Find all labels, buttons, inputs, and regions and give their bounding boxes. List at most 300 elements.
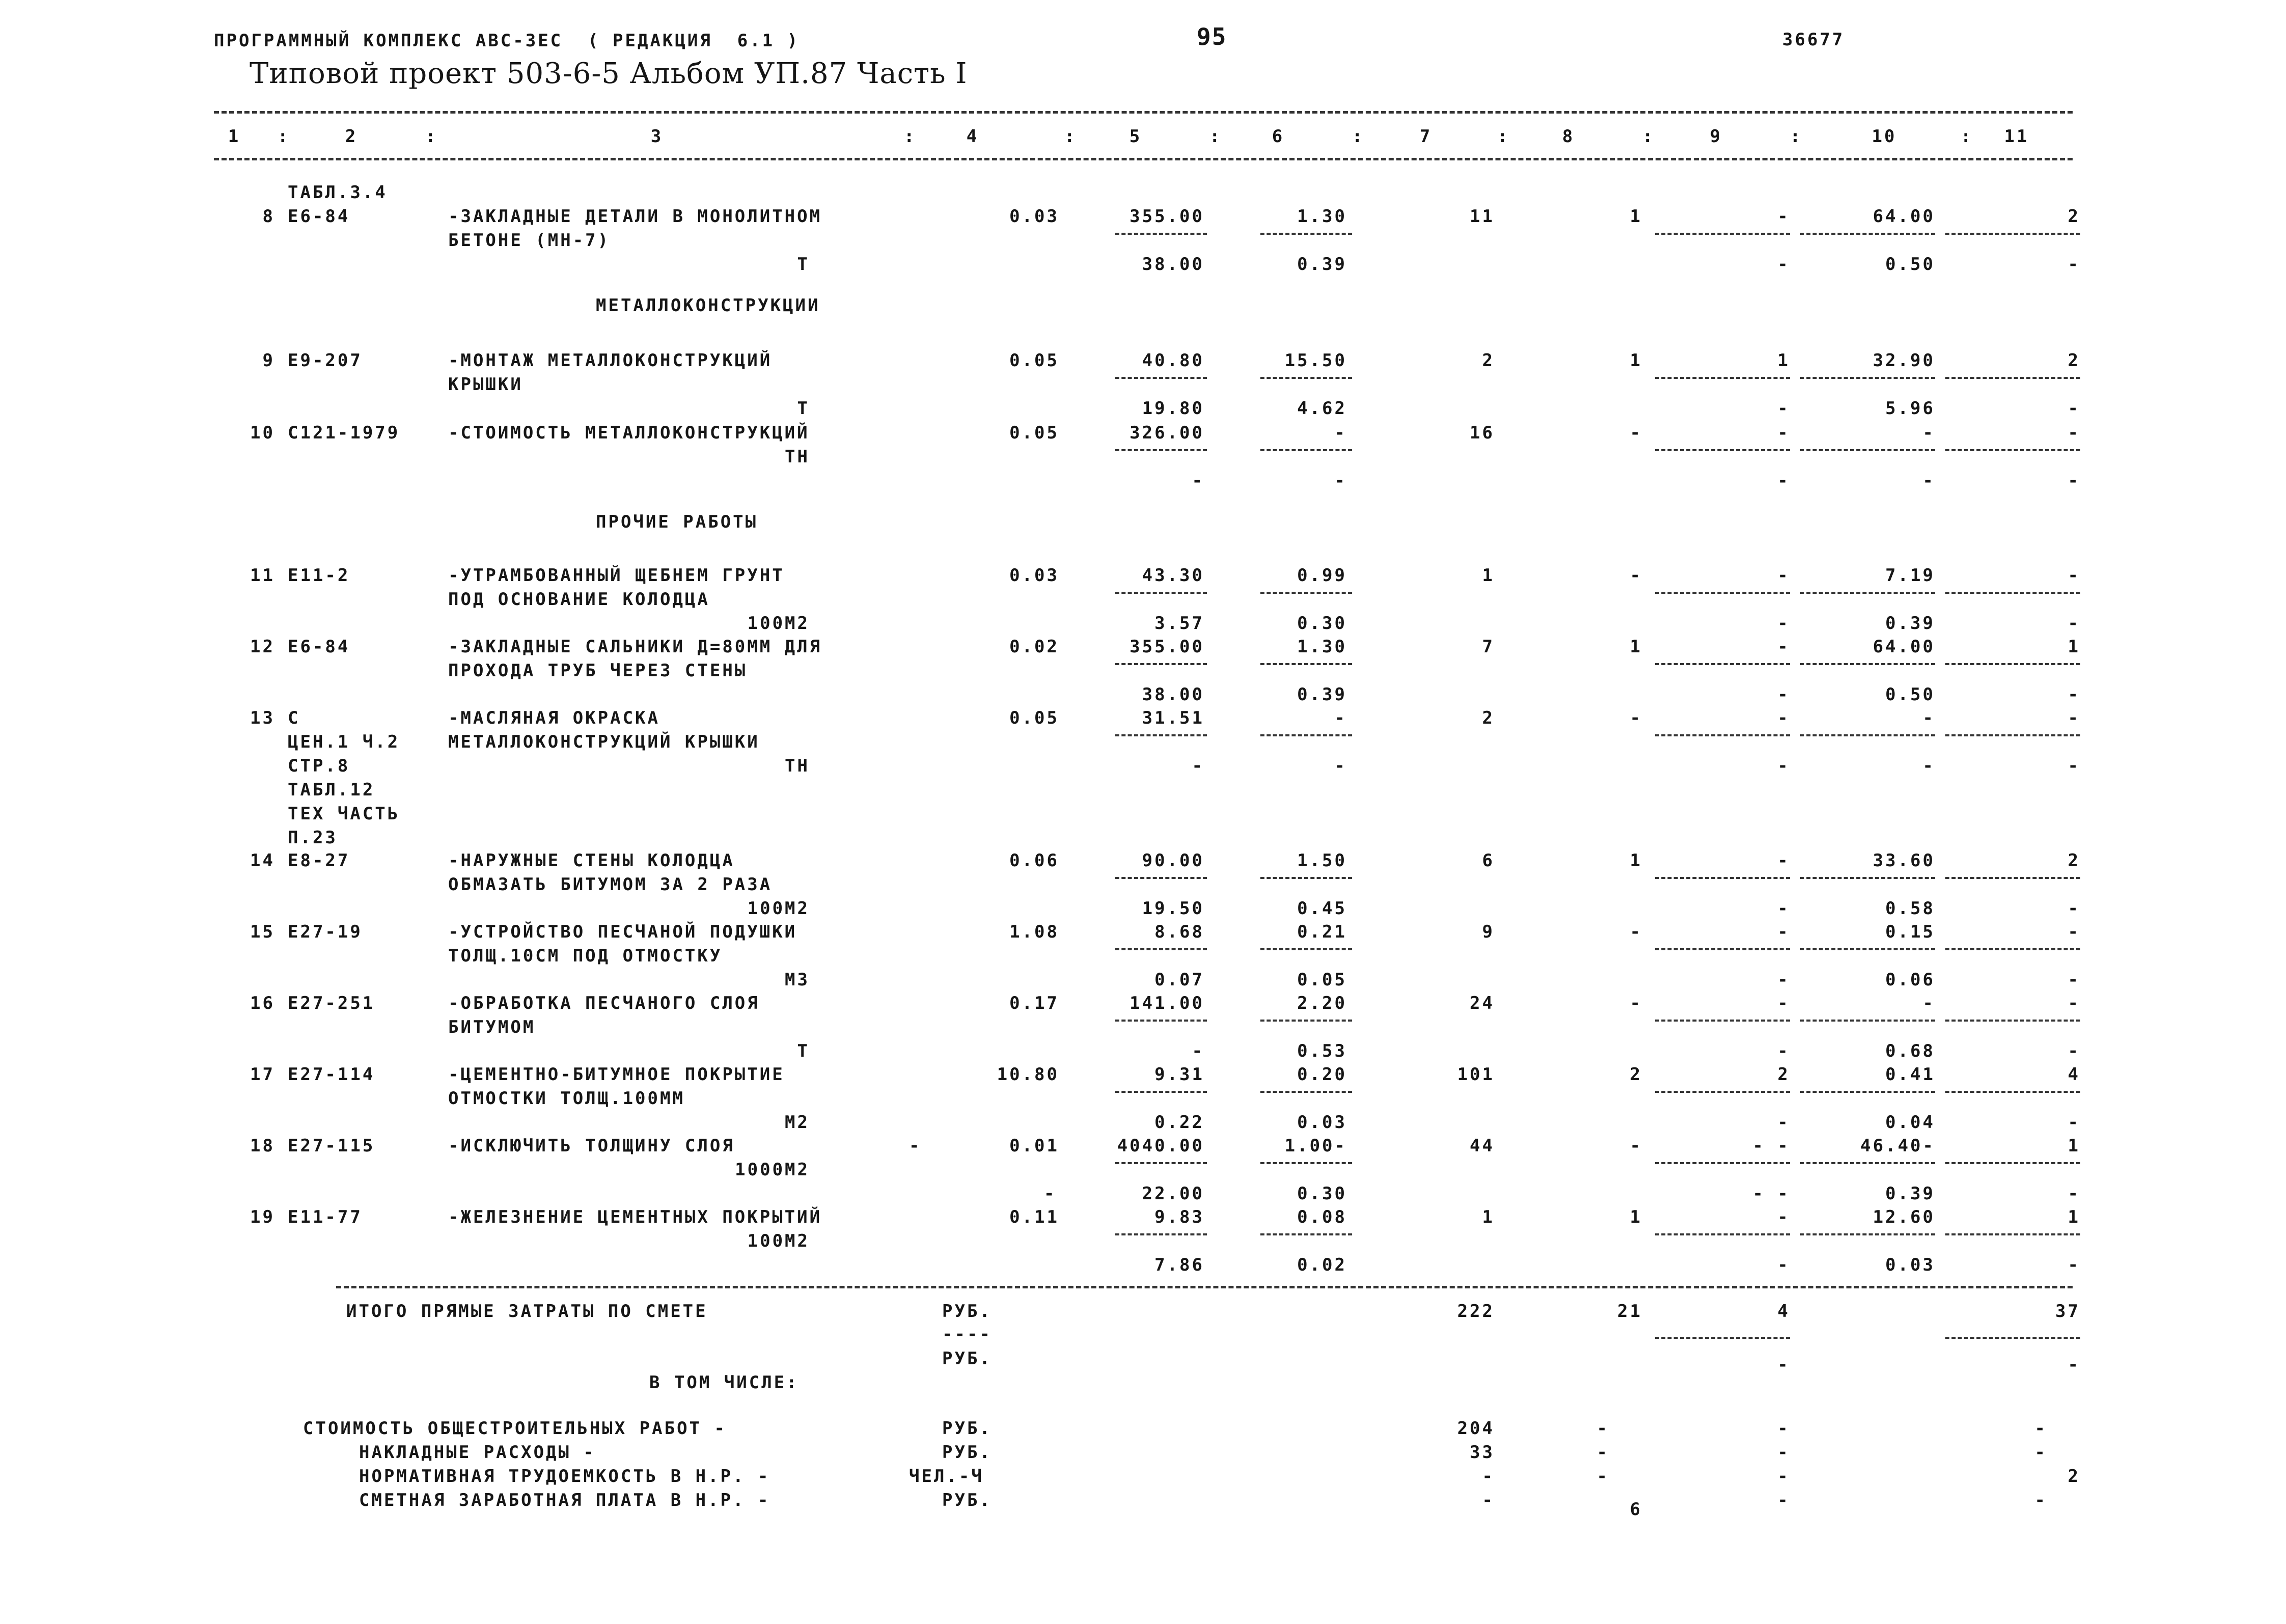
- column-separator: :: [1064, 126, 1077, 147]
- row-description: -УТРАМБОВАННЫЙ ЩЕБНЕМ ГРУНТ: [448, 565, 785, 586]
- cell-col11-sub: -: [2068, 1112, 2080, 1133]
- row-number: 11: [250, 565, 275, 586]
- cell-rule: [1800, 1162, 1935, 1164]
- cell-col11-sub: -: [2068, 398, 2080, 419]
- cell-rule: [1115, 1162, 1207, 1164]
- column-header-11: 11: [2004, 126, 2029, 147]
- cell-col7: 1: [1482, 565, 1495, 586]
- breakdown-col8: -: [1596, 1418, 1609, 1439]
- cell-rule: [1655, 1091, 1790, 1093]
- cell-rule: [1260, 1162, 1352, 1164]
- cell-col6: 2.20: [1297, 993, 1347, 1013]
- row-number: 14: [250, 850, 275, 871]
- cell-col11-sub: -: [2068, 1255, 2080, 1275]
- cell-rule: [1115, 377, 1207, 379]
- row-description: ПРОХОДА ТРУБ ЧЕРЕЗ СТЕНЫ: [448, 660, 748, 681]
- row-number: 13: [250, 708, 275, 728]
- row-description: БЕТОНЕ (МН-7): [448, 230, 611, 251]
- cell-col11-sub: -: [2068, 684, 2080, 705]
- cell-col6-sub: 0.53: [1297, 1041, 1347, 1061]
- cell-col10: -: [1922, 423, 1935, 443]
- cell-col7: 2: [1482, 350, 1495, 371]
- row-quantity: 0.01: [1009, 1136, 1059, 1156]
- cell-col6-sub: 0.45: [1297, 898, 1347, 919]
- row-quantity: 0.11: [1009, 1207, 1059, 1227]
- cell-col6-sub: 0.30: [1297, 613, 1347, 634]
- cell-col11: 4: [2068, 1064, 2080, 1085]
- cell-col6-sub: 0.05: [1297, 970, 1347, 990]
- cell-col9-sub: -: [1777, 684, 1790, 705]
- cell-col10-sub: 0.58: [1885, 898, 1935, 919]
- row-quantity: 0.06: [1009, 850, 1059, 871]
- cell-col9-sub: -: [1777, 254, 1790, 274]
- cell-rule: [1655, 663, 1790, 665]
- cell-rule: [1945, 877, 2080, 879]
- row-unit: 100М2: [747, 613, 810, 634]
- row-description: -ЖЕЛЕЗНЕНИЕ ЦЕМЕНТНЫХ ПОКРЫТИЙ: [448, 1207, 822, 1227]
- row-description: -ЦЕМЕНТНО-БИТУМНОЕ ПОКРЫТИЕ: [448, 1064, 785, 1085]
- program-header: ПРОГРАММНЫЙ КОМПЛЕКС АВС-3ЕС ( РЕДАКЦИЯ 6.1 ): [214, 31, 800, 51]
- cell-col10: 33.60: [1872, 850, 1935, 871]
- cell-rule: [1115, 233, 1207, 235]
- cell-col5-sub: 38.00: [1142, 254, 1204, 274]
- cell-col9: -: [1777, 423, 1790, 443]
- cell-col8: -: [1630, 922, 1642, 942]
- column-header-5: 5: [1129, 126, 1142, 147]
- cell-col6: 1.30: [1297, 206, 1347, 227]
- row-description: -ЗАКЛАДНЫЕ ДЕТАЛИ В МОНОЛИТНОМ: [448, 206, 822, 227]
- cell-col5-sub: 0.22: [1154, 1112, 1204, 1133]
- cell-rule: [1115, 734, 1207, 736]
- cell-col5-sub: -: [1192, 471, 1204, 491]
- cell-col5: 4040.00: [1117, 1136, 1204, 1156]
- column-header-9: 9: [1710, 126, 1723, 147]
- breakdown-col7: 33: [1470, 1442, 1495, 1463]
- cell-rule: [1260, 1020, 1352, 1022]
- row-description: БИТУМОМ: [448, 1017, 536, 1037]
- cell-col9: -: [1777, 708, 1790, 728]
- cell-col5: 9.83: [1154, 1207, 1204, 1227]
- cell-col5-sub: 19.50: [1142, 898, 1204, 919]
- cell-col8: -: [1630, 565, 1642, 586]
- cell-col9-sub: -: [1777, 756, 1790, 776]
- cell-col5: 90.00: [1142, 850, 1204, 871]
- column-header-7: 7: [1419, 126, 1433, 147]
- cell-rule: [1260, 734, 1352, 736]
- cell-col6: 0.08: [1297, 1207, 1347, 1227]
- cell-col7: 101: [1457, 1064, 1495, 1085]
- table-reference: ТАБЛ.3.4: [288, 182, 388, 203]
- cell-rule: [1260, 1233, 1352, 1235]
- row-quantity: 0.05: [1009, 350, 1059, 371]
- cell-col9-sub: -: [1777, 1112, 1790, 1133]
- row-description: -ИСКЛЮЧИТЬ ТОЛЩИНУ СЛОЯ: [448, 1136, 735, 1156]
- cell-rule: [1800, 592, 1935, 594]
- row-quantity: 0.03: [1009, 565, 1059, 586]
- cell-col6-sub: 0.39: [1297, 254, 1347, 274]
- cell-col6-sub: 0.03: [1297, 1112, 1347, 1133]
- cell-rule: [1115, 948, 1207, 950]
- column-header-3: 3: [650, 126, 664, 147]
- cell-col10: 46.40-: [1860, 1136, 1935, 1156]
- row-description: -МОНТАЖ МЕТАЛЛОКОНСТРУКЦИЙ: [448, 350, 773, 371]
- row-code-line: СТР.8: [288, 756, 350, 776]
- breakdown-col9: -: [1777, 1466, 1790, 1487]
- cell-rule: [1655, 233, 1790, 235]
- cell-col5-sub: 3.57: [1154, 613, 1204, 634]
- cell-rule: [1115, 1233, 1207, 1235]
- breakdown-col7: -: [1482, 1466, 1495, 1487]
- row-code-line: ЦЕН.1 Ч.2: [288, 732, 400, 752]
- cell-col5: 355.00: [1130, 206, 1204, 227]
- cell-rule: [1260, 948, 1352, 950]
- cell-col11: 2: [2068, 350, 2080, 371]
- cell-rule: [1655, 1020, 1790, 1022]
- cell-col10: -: [1922, 993, 1935, 1013]
- cell-rule: [1260, 233, 1352, 235]
- cell-rule: [1945, 1091, 2080, 1093]
- breakdown-unit: РУБ.: [942, 1490, 992, 1510]
- cell-col5-sub: 0.07: [1154, 970, 1204, 990]
- cell-col10-sub: 0.39: [1885, 1183, 1935, 1204]
- breakdown-col11: -: [2034, 1442, 2047, 1463]
- cell-rule: [1115, 663, 1207, 665]
- including-heading: В ТОМ ЧИСЛЕ:: [649, 1372, 799, 1393]
- cell-col6-sub: -: [1334, 756, 1347, 776]
- breakdown-col11: 2: [2068, 1466, 2080, 1487]
- cell-col10: 0.15: [1885, 922, 1935, 942]
- row-number: 18: [250, 1136, 275, 1156]
- cell-col6-sub: 0.30: [1297, 1183, 1347, 1204]
- cell-col10: 32.90: [1872, 350, 1935, 371]
- row-description: МЕТАЛЛОКОНСТРУКЦИЙ КРЫШКИ: [448, 732, 760, 752]
- column-separator: :: [904, 126, 917, 147]
- cell-col6: -: [1334, 423, 1347, 443]
- column-header-2: 2: [345, 126, 358, 147]
- breakdown-col9: -: [1777, 1490, 1790, 1510]
- cell-rule: [1945, 663, 2080, 665]
- row-number: 10: [250, 423, 275, 443]
- cell-col5-sub: -: [1192, 756, 1204, 776]
- totals-label: ИТОГО ПРЯМЫЕ ЗАТРАТЫ ПО СМЕТЕ: [346, 1301, 708, 1322]
- cell-rule: [1945, 377, 2080, 379]
- cell-col11-sub: -: [2068, 471, 2080, 491]
- row-code: Е8-27: [288, 850, 350, 871]
- cell-col8: 2: [1630, 1064, 1642, 1085]
- cell-rule: [1260, 1091, 1352, 1093]
- row-unit: ТН: [785, 447, 810, 467]
- row-unit: 1000М2: [735, 1160, 810, 1180]
- cell-col6: 1.50: [1297, 850, 1347, 871]
- cell-col9: -: [1777, 1207, 1790, 1227]
- totals-rule-col11: [1945, 1337, 2080, 1339]
- row-unit: 100М2: [747, 1231, 810, 1251]
- row-description: ОТМОСТКИ ТОЛЩ.100ММ: [448, 1088, 685, 1109]
- cell-col11-sub: -: [2068, 613, 2080, 634]
- breakdown-col8: -: [1596, 1466, 1609, 1487]
- cell-col5-sub: 22.00: [1142, 1183, 1204, 1204]
- cell-rule: [1800, 1020, 1935, 1022]
- cell-col11-sub: -: [2068, 1183, 2080, 1204]
- cell-col10-sub: 0.03: [1885, 1255, 1935, 1275]
- cell-rule: [1945, 449, 2080, 451]
- cell-col7: 16: [1470, 423, 1495, 443]
- cell-col10-sub: 5.96: [1885, 398, 1935, 419]
- header-bottom-rule: [214, 158, 2073, 160]
- cell-col5: 43.30: [1142, 565, 1204, 586]
- cell-col9: -: [1777, 922, 1790, 942]
- cell-col10-sub: 0.68: [1885, 1041, 1935, 1061]
- column-header-10: 10: [1871, 126, 1897, 147]
- row-unit: М3: [785, 970, 810, 990]
- row-description: -СТОИМОСТЬ МЕТАЛЛОКОНСТРУКЦИЙ: [448, 423, 810, 443]
- column-header-4: 4: [966, 126, 979, 147]
- cell-rule: [1800, 377, 1935, 379]
- totals-col7: 222: [1457, 1301, 1495, 1322]
- cell-rule: [1655, 1162, 1790, 1164]
- column-header-1: 1: [228, 126, 241, 147]
- cell-col11-sub: -: [2068, 254, 2080, 274]
- cell-rule: [1800, 233, 1935, 235]
- cell-col5-sub: 7.86: [1154, 1255, 1204, 1275]
- column-separator: :: [1352, 126, 1365, 147]
- row-number: 9: [262, 350, 275, 371]
- cell-col10-sub: 0.06: [1885, 970, 1935, 990]
- cell-col6: 0.99: [1297, 565, 1347, 586]
- cell-col9-sub: -: [1777, 613, 1790, 634]
- cell-col5: 40.80: [1142, 350, 1204, 371]
- row-code-line: ТЕХ ЧАСТЬ: [288, 804, 400, 824]
- totals-unit: РУБ.: [942, 1301, 992, 1322]
- cell-col9: -: [1777, 850, 1790, 871]
- totals-rule: [336, 1286, 2073, 1288]
- row-number: 19: [250, 1207, 275, 1227]
- cell-col10-sub: 0.04: [1885, 1112, 1935, 1133]
- cell-rule: [1945, 1020, 2080, 1022]
- cell-col7: 2: [1482, 708, 1495, 728]
- cell-col11: -: [2068, 708, 2080, 728]
- cell-rule: [1115, 1020, 1207, 1022]
- cell-col10: 7.19: [1885, 565, 1935, 586]
- breakdown-unit: РУБ.: [942, 1418, 992, 1439]
- cell-col9-sub: - -: [1752, 1183, 1790, 1204]
- row-number: 15: [250, 922, 275, 942]
- cell-rule: [1800, 948, 1935, 950]
- row-description: -ОБРАБОТКА ПЕСЧАНОГО СЛОЯ: [448, 993, 760, 1013]
- cell-col10-sub: 0.50: [1885, 254, 1935, 274]
- row-unit: Т: [797, 398, 810, 419]
- cell-col9: - -: [1752, 1136, 1790, 1156]
- cell-rule: [1945, 1233, 2080, 1235]
- row-code: Е11-2: [288, 565, 350, 586]
- row-unit: ТН: [785, 756, 810, 776]
- cell-rule: [1945, 592, 2080, 594]
- cell-col11: 1: [2068, 1136, 2080, 1156]
- breakdown-col11: -: [2034, 1418, 2047, 1439]
- cell-col8: 1: [1630, 850, 1642, 871]
- row-quantity: 10.80: [997, 1064, 1059, 1085]
- cell-rule: [1115, 1091, 1207, 1093]
- row-unit: М2: [785, 1112, 810, 1133]
- value-sign: -: [1044, 1183, 1057, 1204]
- row-description: -ЗАКЛАДНЫЕ САЛЬНИКИ Д=80ММ ДЛЯ: [448, 637, 822, 657]
- cell-col10: 64.00: [1872, 206, 1935, 227]
- cell-col6-sub: 0.02: [1297, 1255, 1347, 1275]
- column-separator: :: [1790, 126, 1803, 147]
- row-description: ПОД ОСНОВАНИЕ КОЛОДЦА: [448, 589, 710, 610]
- breakdown-col11: -: [2034, 1490, 2047, 1510]
- column-header-6: 6: [1272, 126, 1285, 147]
- breakdown-col8: -: [1596, 1442, 1609, 1463]
- column-separator: :: [1961, 126, 1973, 147]
- cell-rule: [1115, 877, 1207, 879]
- totals-rule-col9: [1655, 1337, 1790, 1339]
- cell-rule: [1260, 449, 1352, 451]
- breakdown-label: СМЕТНАЯ ЗАРАБОТНАЯ ПЛАТА В Н.Р. -: [359, 1490, 770, 1510]
- cell-col11: 2: [2068, 206, 2080, 227]
- row-description: -УСТРОЙСТВО ПЕСЧАНОЙ ПОДУШКИ: [448, 922, 797, 942]
- cell-col9-sub: -: [1777, 970, 1790, 990]
- cell-col10-sub: -: [1922, 756, 1935, 776]
- cell-col10: 12.60: [1872, 1207, 1935, 1227]
- cell-rule: [1800, 877, 1935, 879]
- cell-col10-sub: 0.50: [1885, 684, 1935, 705]
- row-quantity: 0.05: [1009, 708, 1059, 728]
- row-code-line: П.23: [288, 828, 338, 848]
- cell-col11: 1: [2068, 1207, 2080, 1227]
- row-quantity: 0.05: [1009, 423, 1059, 443]
- cell-col9: 2: [1777, 1064, 1790, 1085]
- cell-col6-sub: 0.39: [1297, 684, 1347, 705]
- cell-rule: [1655, 734, 1790, 736]
- row-code: С: [288, 708, 300, 728]
- cell-rule: [1655, 877, 1790, 879]
- section-heading-metal: МЕТАЛЛОКОНСТРУКЦИИ: [596, 295, 820, 316]
- column-separator: :: [1209, 126, 1222, 147]
- cell-col8: 1: [1630, 1207, 1642, 1227]
- qty-sign: -: [909, 1136, 922, 1156]
- cell-col7: 11: [1470, 206, 1495, 227]
- cell-col10: 0.41: [1885, 1064, 1935, 1085]
- cell-col5-sub: 38.00: [1142, 684, 1204, 705]
- header-top-rule: [214, 111, 2073, 114]
- row-description: -НАРУЖНЫЕ СТЕНЫ КОЛОДЦА: [448, 850, 735, 871]
- cell-col9-sub: -: [1777, 1041, 1790, 1061]
- cell-rule: [1655, 948, 1790, 950]
- cell-col11-sub: -: [2068, 898, 2080, 919]
- cell-col5: 355.00: [1130, 637, 1204, 657]
- cell-col8: -: [1630, 993, 1642, 1013]
- row-code: Е6-84: [288, 206, 350, 227]
- breakdown-col9: -: [1777, 1418, 1790, 1439]
- cell-col5-sub: -: [1192, 1041, 1204, 1061]
- section-heading-other: ПРОЧИЕ РАБОТЫ: [596, 512, 758, 532]
- cell-col9-sub: -: [1777, 398, 1790, 419]
- row-description: -МАСЛЯНАЯ ОКРАСКА: [448, 708, 660, 728]
- row-quantity: 0.03: [1009, 206, 1059, 227]
- row-unit: Т: [797, 1041, 810, 1061]
- cell-col11-sub: -: [2068, 970, 2080, 990]
- column-separator: :: [425, 126, 438, 147]
- cell-rule: [1260, 377, 1352, 379]
- cell-col7: 44: [1470, 1136, 1495, 1156]
- cell-col9-sub: -: [1777, 471, 1790, 491]
- cell-rule: [1115, 592, 1207, 594]
- row-code: Е27-114: [288, 1064, 375, 1085]
- cell-rule: [1260, 592, 1352, 594]
- totals-col9: 4: [1777, 1301, 1790, 1322]
- row-quantity: 0.17: [1009, 993, 1059, 1013]
- row-description: КРЫШКИ: [448, 374, 523, 395]
- cell-col5: 9.31: [1154, 1064, 1204, 1085]
- cell-col6-sub: 4.62: [1297, 398, 1347, 419]
- cell-col9-sub: -: [1777, 898, 1790, 919]
- cell-col10: 64.00: [1872, 637, 1935, 657]
- cell-col7: 9: [1482, 922, 1495, 942]
- cell-col11: -: [2068, 993, 2080, 1013]
- row-number: 12: [250, 637, 275, 657]
- cell-rule: [1115, 449, 1207, 451]
- column-header-8: 8: [1562, 126, 1575, 147]
- doc-code: 36677: [1782, 30, 1845, 50]
- column-separator: :: [1642, 126, 1655, 147]
- row-code: Е11-77: [288, 1207, 363, 1227]
- cell-col9: -: [1777, 206, 1790, 227]
- cell-col7: 6: [1482, 850, 1495, 871]
- cell-rule: [1945, 948, 2080, 950]
- cell-col10-sub: 0.39: [1885, 613, 1935, 634]
- cell-col6: 0.21: [1297, 922, 1347, 942]
- cell-rule: [1655, 449, 1790, 451]
- row-code: Е27-251: [288, 993, 375, 1013]
- cell-rule: [1800, 1233, 1935, 1235]
- breakdown-col7: 204: [1457, 1418, 1495, 1439]
- row-quantity: 1.08: [1009, 922, 1059, 942]
- cell-col8: -: [1630, 1136, 1642, 1156]
- cell-rule: [1945, 1162, 2080, 1164]
- cell-col8: -: [1630, 708, 1642, 728]
- totals-col8: 21: [1617, 1301, 1642, 1322]
- totals-dashes: ----: [942, 1324, 992, 1344]
- cell-col9: -: [1777, 637, 1790, 657]
- row-code: Е6-84: [288, 637, 350, 657]
- document-subtitle: Типовой проект 503-6-5 Альбом УП.87 Часть I: [250, 57, 968, 90]
- cell-col6: 1.30: [1297, 637, 1347, 657]
- cell-col11: -: [2068, 922, 2080, 942]
- cell-col8: 1: [1630, 350, 1642, 371]
- cell-col6-sub: -: [1334, 471, 1347, 491]
- row-code: Е27-19: [288, 922, 363, 942]
- cell-col9: 1: [1777, 350, 1790, 371]
- cell-col5: 8.68: [1154, 922, 1204, 942]
- cell-col8: 1: [1630, 637, 1642, 657]
- cell-rule: [1945, 734, 2080, 736]
- cell-col9: -: [1777, 993, 1790, 1013]
- row-quantity: 0.02: [1009, 637, 1059, 657]
- cell-col7: 1: [1482, 1207, 1495, 1227]
- row-code: С121-1979: [288, 423, 400, 443]
- breakdown-unit: РУБ.: [942, 1442, 992, 1463]
- cell-rule: [1800, 663, 1935, 665]
- breakdown-label: СТОИМОСТЬ ОБЩЕСТРОИТЕЛЬНЫХ РАБОТ -: [303, 1418, 727, 1439]
- breakdown-label: НОРМАТИВНАЯ ТРУДОЕМКОСТЬ В Н.Р. -: [359, 1466, 770, 1487]
- cell-rule: [1800, 1091, 1935, 1093]
- row-code-line: ТАБЛ.12: [288, 780, 375, 800]
- cell-rule: [1655, 592, 1790, 594]
- cell-col6: -: [1334, 708, 1347, 728]
- cell-col11: -: [2068, 565, 2080, 586]
- breakdown-col9: -: [1777, 1442, 1790, 1463]
